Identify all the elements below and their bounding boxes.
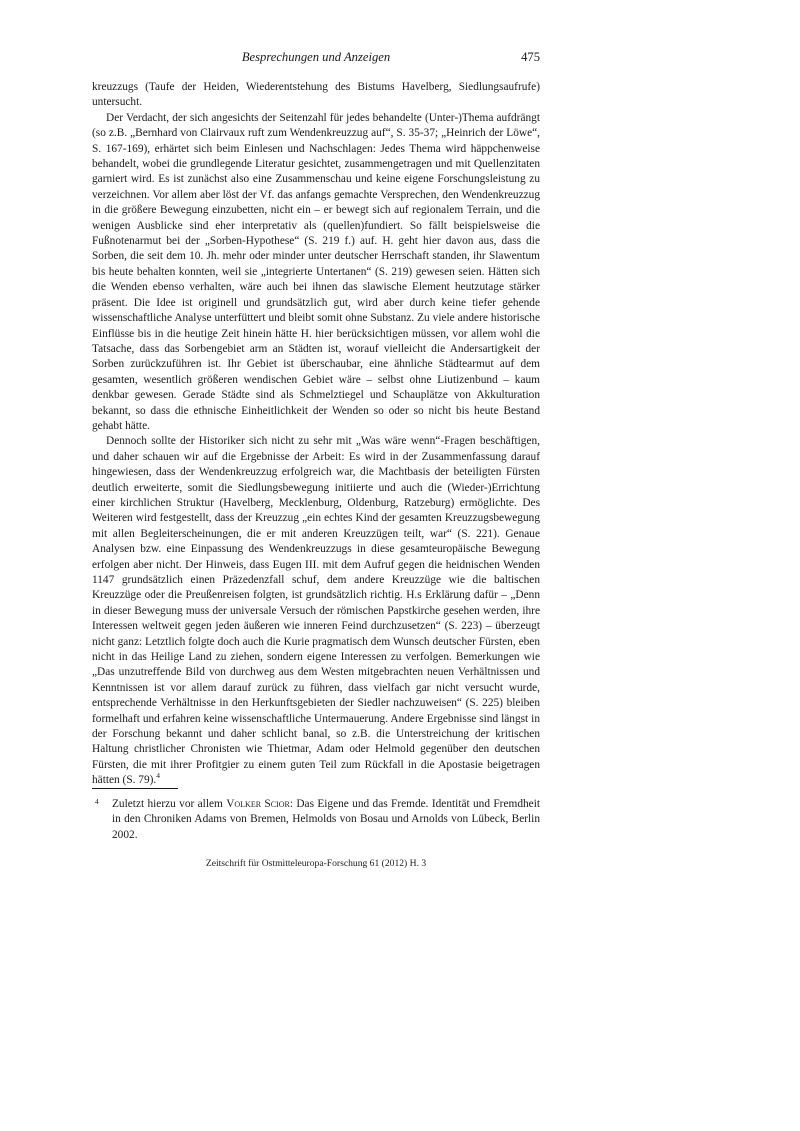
footnote-text-after: : Das Eigene und das Fremde. Identität und Fremdheit in den Chroniken Adams von Bremen, Helmolds von Bosau und Arnolds von Lübeck, Berlin 2002.	[112, 798, 540, 841]
footnote-text	[112, 797, 540, 843]
footnote-reference[interactable]: 4	[156, 771, 161, 781]
footnote-divider	[92, 788, 178, 789]
paragraph-3-text: Dennoch sollte der Historiker sich nicht zu sehr mit „Was wäre wenn“-Fragen beschäftigen, und daher schauen wir auf die Ergebnisse der Arbeit: Es wird in der Zusammenfassung darauf hingewiesen, dass der Wendenkreuzzug erfolgreich war, die Machtbasis der beteiligten Fürsten deutlich erweiterte, somit die Siedlungsbewegung initiierte und auch die (Wieder-)Errichtung einer kirchlichen Struktur (Havelberg, Mecklenburg, Oldenburg, Ratzeburg) ermöglichte. Des Weiteren wird festgestellt, dass der Kreuzzug „ein echtes Kind der gesamten Kreuzzugsbewegung mit allen Begleiterscheinungen, die er mit anderen Kreuzzügen teilt, war“ (S. 221). Genaue Analysen bzw. eine Einpassung des Wendenkreuzzugs in diese gesamteuropäische Bewegung erfolgen aber nicht. Der Hinweis, dass Eugen III. mit dem Aufruf gegen die heidnischen Wenden 1147 grundsätzlich einen Präzedenzfall schuf, dem andere Kreuzzüge wie die baltischen Kreuzzüge oder die Preußenreisen folgten, ist grundsätzlich richtig. H.s Erklärung dafür – „Denn in dieser Bewegung muss der universale Versuch der römischen Papstkirche gesehen werden, ihre Interessen weltweit gegen jeden äußeren wie inneren Feind durchzusetzen“ (S. 223) – überzeugt nicht ganz: Letztlich folgte doch auch die Kurie pragmatisch dem Wunsch deutscher Fürsten, eben nicht in das Heilige Land zu ziehen, sondern eigene Interessen zu verfolgen. Bemerkungen wie „Das unzutreffende Bild von durchweg aus dem Westen mitgebrachten neuen Verhältnissen und Kenntnissen ist vor allem darauf zurück zu führen, dass vielfach gar nicht versucht wurde, entsprechende Verhältnisse in den Herkunftsgebieten der Siedler nachzuweisen“ (S. 225) bleiben formelhaft und erfahren keine wissenschaftliche Untermauerung. Andere Ergebnisse sind längst in der Forschung bekannt und daher schlicht banal, so z.B. die Unterstreichung der kritischen Haltung christlicher Chronisten wie Thietmar, Adam oder Helmold gegenüber den deutschen Fürsten, die mit ihrer Profitgier zu einem guten Teil zum Rückfall in die Apostasie beigetragen hätten (S. 79).	[92, 435, 540, 787]
page-header	[92, 48, 540, 66]
page-number: 475	[521, 50, 540, 64]
running-title: Besprechungen und Anzeigen	[241, 50, 391, 64]
footnote-number: 4	[95, 797, 99, 806]
article-body	[92, 80, 540, 789]
footnote-4	[92, 797, 540, 843]
footnote-text-before: Zuletzt hierzu vor allem	[112, 798, 227, 810]
paragraph-3	[92, 434, 540, 788]
paragraph-1: kreuzzugs (Taufe der Heiden, Wiederentstehung des Bistums Havelberg, Siedlungsaufrufe) untersucht.	[92, 81, 540, 109]
journal-footer: Zeitschrift für Ostmitteleuropa-Forschung 61 (2012) H. 3	[205, 858, 427, 869]
footnote-author: Volker Scior	[226, 798, 290, 810]
paragraph-2: Der Verdacht, der sich angesichts der Seitenzahl für jedes behandelte (Unter-)Thema aufdrängt (so z.B. „Bernhard von Clairvaux ruft zum Wendenkreuzzug auf“, S. 35-37; „Heinrich der Löwe“, S. 167-169), erhärtet sich beim Einlesen und Nachschlagen: Jedes Thema wird häppchenweise behandelt, wobei die grundlegende Literatur gesichtet, zusammengetragen und mit Quellenzitaten garniert wird. Es ist zunächst also eine Zusammenschau und keine eigene Forschungsleistung zu verzeichnen. Vor allem aber löst der Vf. das anfangs gemachte Versprechen, den Wendenkreuzzug in die größere Bewegung einzubetten, nicht ein – er bewegt sich auf regionalem Terrain, und die wenigen Ausblicke sind eher interpretativ als (quellen)fundiert. So fällt beispielsweise die Fußnotenarmut bei der „Sorben-Hypothese“ (S. 219 f.) auf. H. geht hier davon aus, dass die Sorben, die seit dem 10. Jh. mehr oder minder unter deutscher Herrschaft standen, ihr Slawentum bis heute behalten konnten, weil sie „integrierte Untertanen“ (S. 219) gewesen seien. Hätten sich die Wenden ebenso verhalten, wäre auch bei ihnen das slawische Element heutzutage stärker präsent. Die Idee ist originell und grundsätzlich gut, wird aber durch keine tiefer gehende wissenschaftliche Analyse unterfüttert und bleibt somit ohne Substanz. Zu viele andere historische Einflüsse bis in die heutige Zeit hinein hätte H. hier berücksichtigen müssen, vor allem wohl die Tatsache, dass das Sorbengebiet arm an Städten ist, worauf vielleicht die Andersartigkeit der Sorben zurückzuführen ist. Ihr Gebiet ist überschaubar, eine ähnliche Städtearmut auf dem gesamten, wesentlich größeren wendischen Gebiet wäre – selbst ohne Liutizenbund – kaum denkbar gewesen. Gerade Städte sind als Schmelztiegel und Schauplätze von Akkulturation bekannt, so dass die ethnische Einheitlichkeit der Wenden so oder so nicht bis heute Bestand gehabt hätte.	[92, 111, 540, 432]
